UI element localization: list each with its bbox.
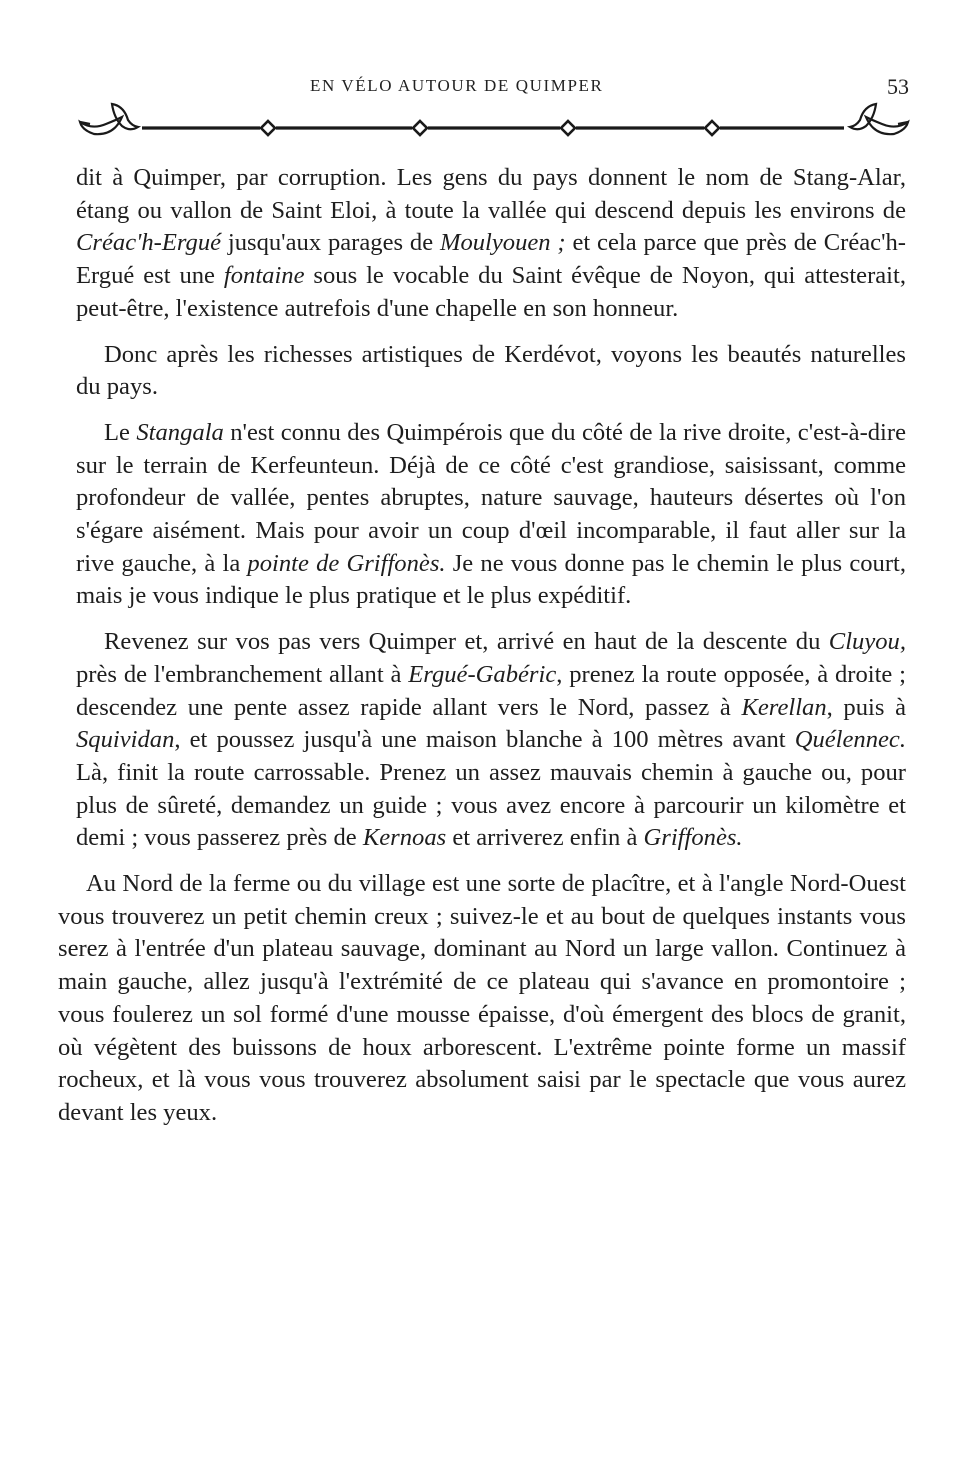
text-run: et cela parce que près de Créac'h-Ergué est une (76, 229, 906, 290)
text-run: Je ne vous donne pas le chemin le plus court, mais je vous indique le plus pratique et le plus expéditif. (76, 549, 906, 610)
paragraph-5 (58, 868, 906, 1130)
paragraph-1 (76, 162, 906, 326)
running-title: EN VÉLO AUTOUR DE QUIMPER (310, 76, 604, 95)
body-text (58, 162, 906, 1143)
decorative-rule-ornament-icon (78, 100, 910, 140)
text-run: dit à Quimper, par corruption. Les gens du pays donnent le nom de Stang-Alar, étang ou vallon de Saint Eloi, à toute la vallée qui descend depuis les environs de (76, 164, 906, 224)
right-leaf-flourish-icon (850, 104, 908, 134)
text-run: Revenez sur vos pas vers Quimper et, arrivé en haut de la descente du (104, 628, 829, 656)
page-number: 53 (887, 74, 909, 99)
paragraph-4 (76, 626, 906, 855)
text-run: et arriverez enfin à (446, 824, 644, 852)
italic-place-name: fontaine (223, 262, 305, 290)
italic-place-name: Squividan (76, 726, 175, 754)
paragraph-3 (76, 417, 906, 613)
text-run: jusqu'aux parages de (221, 229, 440, 257)
running-header (0, 76, 957, 100)
text-run: Là, finit la route carrossable. Prenez un assez mauvais chemin à gauche ou, pour plus de sûreté, demandez un guide ; vous avez encore à parcourir un kilomètre et demi ; vous passerez près de (76, 758, 906, 852)
italic-place-name: Stangala (136, 418, 224, 446)
text-run: Donc après les richesses artistiques de Kerdévot, voyons les beautés naturelles du pays. (76, 340, 906, 401)
left-leaf-flourish-icon (80, 104, 138, 134)
text-run: , prenez la route opposée, à droite ; descendez une pente assez rapide allant vers le Nord, passez à (76, 660, 906, 721)
text-run: sous le vocable du Saint évêque de Noyon, qui attesterait, peut-être, l'existence autrefois d'une chapelle en son honneur. (76, 262, 906, 322)
text-run: n'est connu des Quimpérois que du côté de la rive droite, c'est-à-dire sur le terrain de Kerfeunteun. Déjà de ce côté c'est grandiose, saisissant, comme profondeur de vallée, pentes abruptes, nature sauvage, hauteurs désertes où l'on s'égare aisément. Mais pour avoir un coup d'œil incomparable, il faut aller sur la rive gauche, à la (76, 418, 906, 577)
text-run: près de l'embranchement allant à (76, 660, 409, 688)
italic-place-name: Moulyouen ; (439, 229, 566, 257)
italic-place-name: Ergué-Gabéric (408, 660, 557, 688)
text-run: Au Nord de la ferme ou du village est une sorte de placître, et à l'angle Nord-Ouest vous trouverez un petit chemin creux ; suivez-le et au bout de quelques instants vous serez à l'entrée d'un plateau sauvage, dominant au Nord un large vallon. Continuez à main gauche, allez jusqu'à l'extrémité de ce plateau qui s'avance en promontoire ; vous foulerez un sol formé d'une mousse épaisse, d'où émergent des blocs de granit, où végètent des buissons de houx arborescent. L'extrême pointe forme un massif rocheux, et là vous vous trouverez absolument saisi par le spectacle que vous aurez devant les yeux. (58, 870, 906, 1126)
italic-place-name: Kernoas (362, 824, 447, 852)
text-run: , puis à (826, 693, 906, 721)
text-run: , et poussez jusqu'à une maison blanche à 100 mètres avant (174, 726, 795, 754)
text-run: Le (104, 418, 137, 446)
italic-place-name: pointe de Griffonès. (247, 549, 446, 577)
italic-place-name: Cluyou, (828, 628, 906, 656)
italic-place-name: Quélennec. (794, 726, 906, 754)
paragraph-2 (76, 339, 906, 404)
italic-place-name: Kerellan (741, 693, 827, 721)
italic-place-name: Griffonès. (643, 824, 743, 852)
italic-place-name: Créac'h-Ergué (76, 229, 222, 257)
